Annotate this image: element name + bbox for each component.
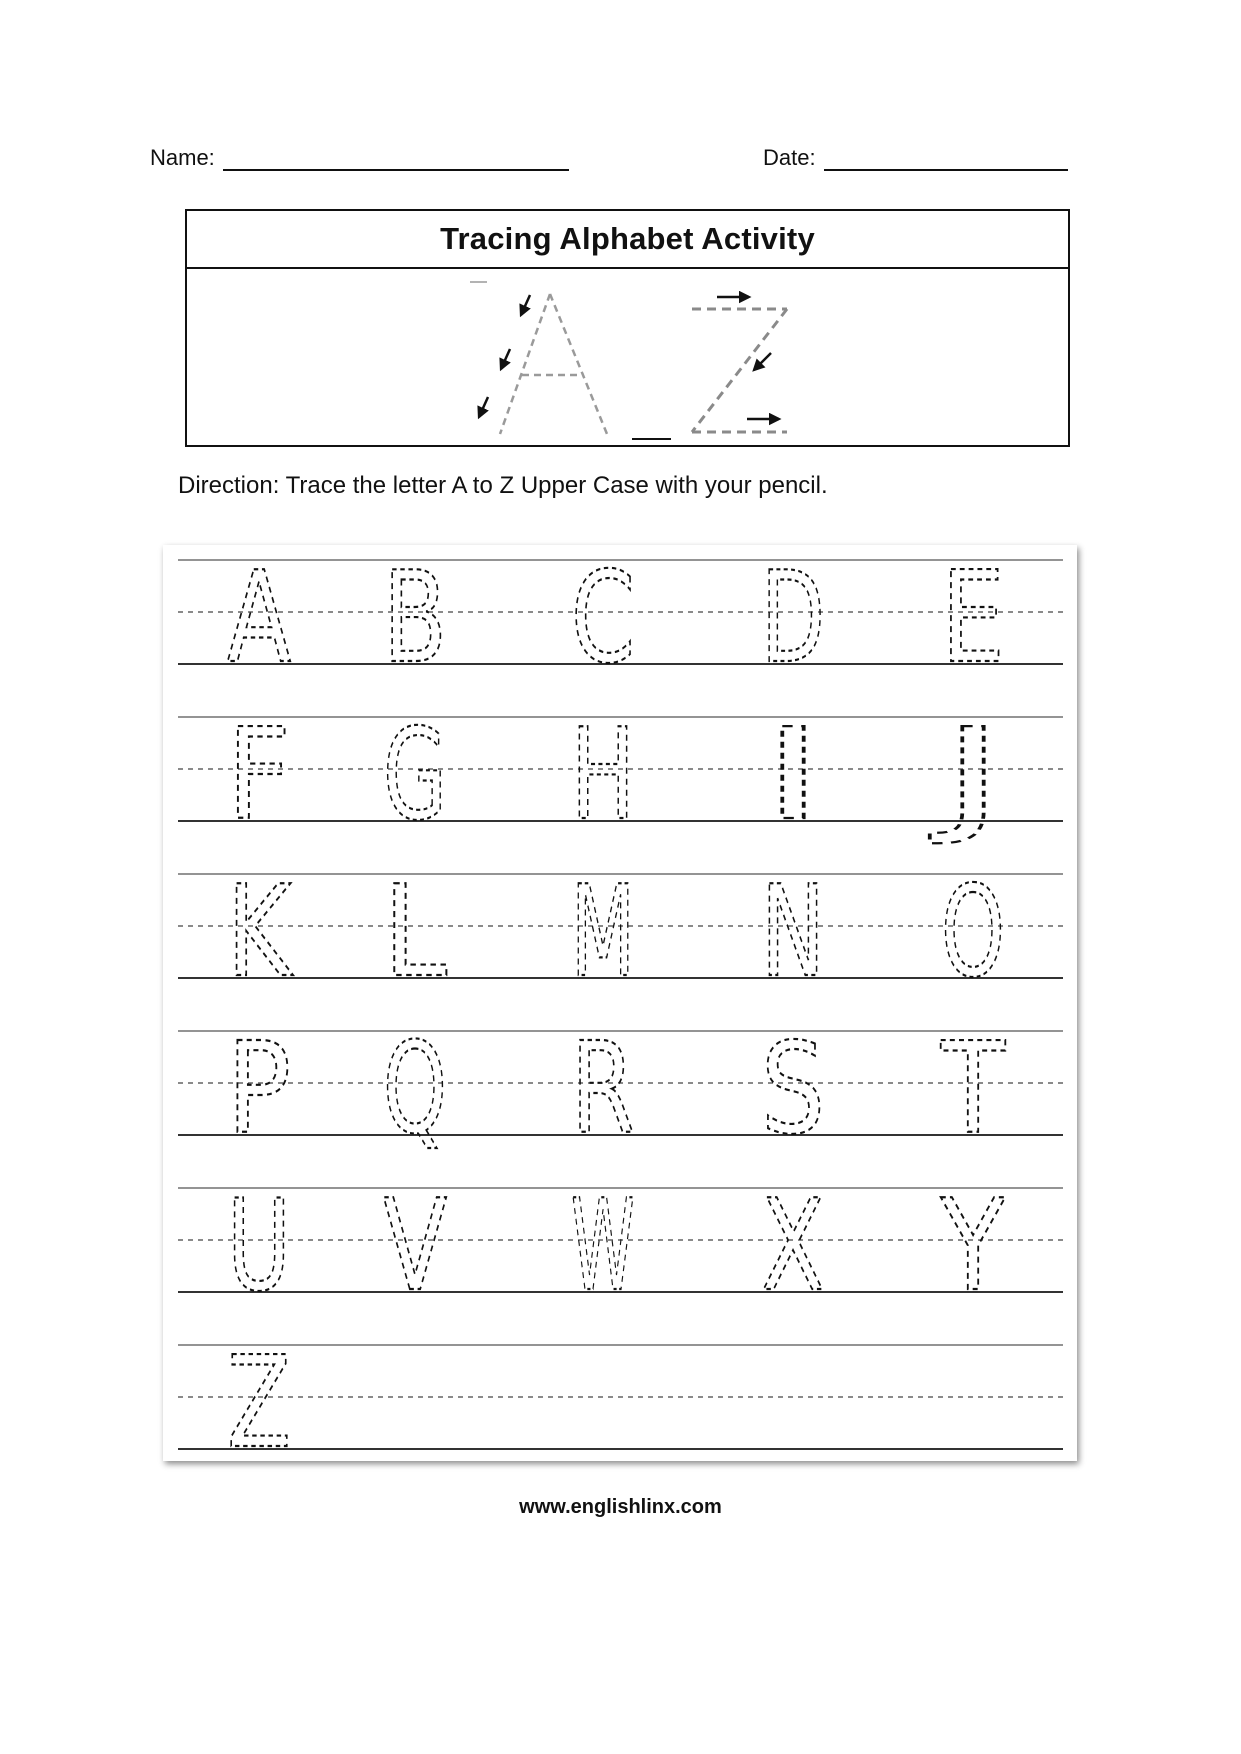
trace-letter-e[interactable]: E [941, 545, 1005, 691]
tracing-sheet[interactable] [163, 545, 1077, 1461]
trace-letter-p[interactable]: P [227, 1015, 291, 1162]
trace-letter-y[interactable]: Y [940, 1172, 1006, 1319]
trace-letter-m[interactable]: M [571, 858, 635, 1005]
footer-url: www.englishlinx.com [519, 1496, 722, 1518]
title-box [185, 209, 1070, 447]
trace-letter-l[interactable]: L [383, 858, 447, 1005]
tracing-grid[interactable] [163, 545, 1077, 1461]
trace-letter-k[interactable]: K [227, 858, 294, 1005]
trace-letter-s[interactable]: S [761, 1015, 825, 1162]
trace-letter-v[interactable]: V [383, 1172, 447, 1319]
date-label: Date: [763, 145, 816, 170]
name-field[interactable] [150, 145, 569, 171]
trace-letter-g[interactable]: G [383, 701, 447, 848]
trace-letter-b[interactable]: B [383, 545, 447, 691]
worksheet-title: Tracing Alphabet Activity [187, 211, 1068, 269]
trace-letter-x[interactable]: X [761, 1172, 825, 1319]
name-label: Name: [150, 145, 215, 170]
example-letter-z [692, 309, 787, 432]
trace-letter-h[interactable]: H [571, 701, 635, 848]
date-blank-line[interactable] [824, 145, 1068, 171]
date-field[interactable] [763, 145, 1068, 171]
header-row [0, 145, 1241, 185]
trace-letter-u[interactable]: U [227, 1172, 291, 1319]
stroke-arrows-a [479, 295, 530, 417]
name-blank-line[interactable] [223, 145, 569, 171]
trace-letter-z[interactable]: Z [227, 1329, 291, 1461]
trace-letter-c[interactable]: C [571, 545, 635, 691]
trace-letter-t[interactable]: T [940, 1015, 1006, 1162]
direction-text: Direction: Trace the letter A to Z Upper Case with your pencil. [178, 472, 828, 499]
trace-letter-a[interactable]: A [227, 545, 291, 691]
example-letters [187, 269, 1068, 445]
trace-letter-d[interactable]: D [761, 545, 825, 691]
example-letter-a [500, 294, 607, 434]
trace-letter-r[interactable]: R [571, 1015, 635, 1162]
trace-letter-j[interactable]: J [928, 701, 1005, 848]
trace-letter-n[interactable]: N [761, 858, 825, 1005]
trace-letter-o[interactable]: O [941, 858, 1005, 1005]
trace-letter-f[interactable]: F [227, 701, 291, 848]
trace-letter-w[interactable]: W [571, 1172, 635, 1319]
trace-letter-i[interactable]: I [761, 701, 825, 848]
trace-letter-q[interactable]: Q [383, 1015, 447, 1162]
